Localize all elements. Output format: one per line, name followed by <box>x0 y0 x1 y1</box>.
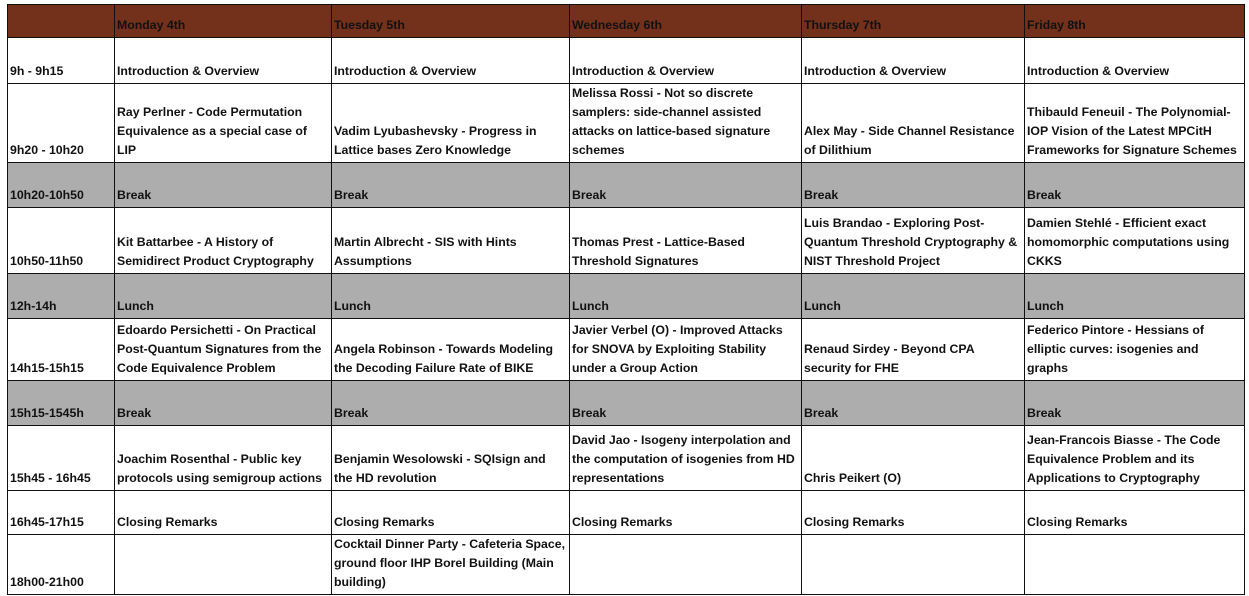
row-slot-7 <box>8 381 1245 426</box>
row-slot-6 <box>8 319 1245 381</box>
row-slot-10 <box>8 535 1245 595</box>
time-cell: 10h50-11h50 <box>8 208 115 274</box>
time-cell: 12h-14h <box>8 274 115 319</box>
time-cell: 15h45 - 16h45 <box>8 426 115 491</box>
lunch-cell: Lunch <box>115 274 332 319</box>
session-cell: Kit Battarbee - A History of Semidirect Product Cryptography <box>115 208 332 274</box>
session-cell: Benjamin Wesolowski - SQIsign and the HD revolution <box>332 426 570 491</box>
session-cell: Introduction & Overview <box>570 38 802 84</box>
session-cell: Alex May - Side Channel Resistance of Dilithium <box>802 84 1025 163</box>
row-slot-5 <box>8 274 1245 319</box>
time-cell: 15h15-1545h <box>8 381 115 426</box>
header-row <box>8 5 1245 38</box>
lunch-cell: Lunch <box>1025 274 1245 319</box>
closing-cell: Closing Remarks <box>570 491 802 535</box>
closing-cell: Closing Remarks <box>332 491 570 535</box>
session-cell: Cocktail Dinner Party - Cafeteria Space, ground floor IHP Borel Building (Main building) <box>332 535 570 595</box>
break-cell: Break <box>332 163 570 208</box>
break-cell: Break <box>1025 381 1245 426</box>
row-slot-2 <box>8 84 1245 163</box>
time-cell: 14h15-15h15 <box>8 319 115 381</box>
session-cell: Vadim Lyubashevsky - Progress in Lattice bases Zero Knowledge <box>332 84 570 163</box>
session-cell: Introduction & Overview <box>802 38 1025 84</box>
session-cell: David Jao - Isogeny interpolation and the computation of isogenies from HD representations <box>570 426 802 491</box>
closing-cell: Closing Remarks <box>115 491 332 535</box>
break-cell: Break <box>802 163 1025 208</box>
row-slot-3 <box>8 163 1245 208</box>
time-cell: 9h - 9h15 <box>8 38 115 84</box>
session-cell: Ray Perlner - Code Permutation Equivalence as a special case of LIP <box>115 84 332 163</box>
time-cell: 16h45-17h15 <box>8 491 115 535</box>
session-cell: Jean-Francois Biasse - The Code Equivalence Problem and its Applications to Cryptography <box>1025 426 1245 491</box>
row-slot-1 <box>8 38 1245 84</box>
session-cell: Renaud Sirdey - Beyond CPA security for FHE <box>802 319 1025 381</box>
session-cell: Joachim Rosenthal - Public key protocols using semigroup actions <box>115 426 332 491</box>
break-cell: Break <box>570 163 802 208</box>
session-cell <box>1025 535 1245 595</box>
session-cell: Javier Verbel (O) - Improved Attacks for SNOVA by Exploiting Stability under a Group Action <box>570 319 802 381</box>
closing-cell: Closing Remarks <box>802 491 1025 535</box>
session-cell: Federico Pintore - Hessians of elliptic curves: isogenies and graphs <box>1025 319 1245 381</box>
session-cell: Melissa Rossi - Not so discrete samplers: side-channel assisted attacks on lattice-based signature schemes <box>570 84 802 163</box>
row-slot-9 <box>8 491 1245 535</box>
break-cell: Break <box>570 381 802 426</box>
header-time <box>8 5 115 38</box>
session-cell: Martin Albrecht - SIS with Hints Assumptions <box>332 208 570 274</box>
break-cell: Break <box>332 381 570 426</box>
break-cell: Break <box>115 381 332 426</box>
schedule-table <box>7 4 1245 595</box>
header-friday: Friday 8th <box>1025 5 1245 38</box>
row-slot-4 <box>8 208 1245 274</box>
header-monday: Monday 4th <box>115 5 332 38</box>
header-tuesday: Tuesday 5th <box>332 5 570 38</box>
break-cell: Break <box>1025 163 1245 208</box>
session-cell <box>115 535 332 595</box>
time-cell: 10h20-10h50 <box>8 163 115 208</box>
row-slot-8 <box>8 426 1245 491</box>
time-cell: 9h20 - 10h20 <box>8 84 115 163</box>
session-cell <box>570 535 802 595</box>
header-thursday: Thursday 7th <box>802 5 1025 38</box>
session-cell: Chris Peikert (O) <box>802 426 1025 491</box>
session-cell: Introduction & Overview <box>1025 38 1245 84</box>
session-cell <box>802 535 1025 595</box>
session-cell: Damien Stehlé - Efficient exact homomorphic computations using CKKS <box>1025 208 1245 274</box>
lunch-cell: Lunch <box>570 274 802 319</box>
closing-cell: Closing Remarks <box>1025 491 1245 535</box>
break-cell: Break <box>115 163 332 208</box>
session-cell: Angela Robinson - Towards Modeling the Decoding Failure Rate of BIKE <box>332 319 570 381</box>
session-cell: Introduction & Overview <box>115 38 332 84</box>
break-cell: Break <box>802 381 1025 426</box>
time-cell: 18h00-21h00 <box>8 535 115 595</box>
session-cell: Edoardo Persichetti - On Practical Post-Quantum Signatures from the Code Equivalence Problem <box>115 319 332 381</box>
session-cell: Thibauld Feneuil - The Polynomial-IOP Vision of the Latest MPCitH Frameworks for Signature Schemes <box>1025 84 1245 163</box>
session-cell: Luis Brandao - Exploring Post-Quantum Threshold Cryptography & NIST Threshold Project <box>802 208 1025 274</box>
header-wednesday: Wednesday 6th <box>570 5 802 38</box>
session-cell: Thomas Prest - Lattice-Based Threshold Signatures <box>570 208 802 274</box>
lunch-cell: Lunch <box>332 274 570 319</box>
session-cell: Introduction & Overview <box>332 38 570 84</box>
lunch-cell: Lunch <box>802 274 1025 319</box>
